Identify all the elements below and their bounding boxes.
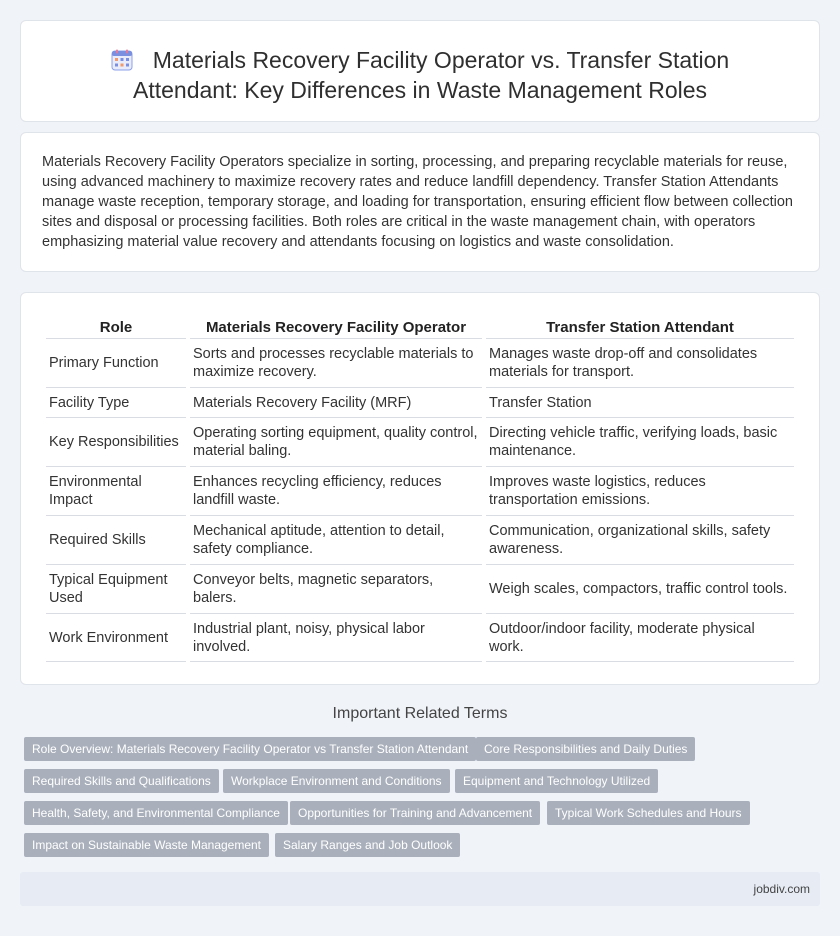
mrf-cell: Operating sorting equipment, quality control, material baling. (190, 418, 482, 467)
row-label: Required Skills (46, 516, 186, 565)
transfer-cell: Outdoor/indoor facility, moderate physical work. (486, 614, 794, 662)
related-term-chip[interactable]: Impact on Sustainable Waste Management (24, 833, 269, 857)
related-terms-heading: Important Related Terms (332, 705, 508, 722)
mrf-cell: Sorts and processes recyclable materials to maximize recovery. (190, 339, 482, 388)
related-term-chip[interactable]: Required Skills and Qualifications (24, 769, 219, 793)
row-label: Primary Function (46, 339, 186, 388)
row-label: Facility Type (46, 388, 186, 418)
table-row (46, 516, 794, 565)
table-row (46, 565, 794, 614)
intro-paragraph: Materials Recovery Facility Operators specialize in sorting, processing, and preparing recyclable materials for reuse, using advanced machinery to maximize recovery rates and reduce landfill dependency. Transfer Station Attendants manage waste reception, temporary storage, and loading for transportation, ensuring efficient flow between collection sites and disposal or processing facilities. Both roles are critical in the waste management chain, with operators emphasizing material value recovery and attendants focusing on logistics and waste consolidation. (42, 154, 793, 250)
comparison-table-card (20, 292, 820, 685)
table-row (46, 388, 794, 418)
mrf-cell: Industrial plant, noisy, physical labor involved. (190, 614, 482, 662)
related-term-chip[interactable]: Equipment and Technology Utilized (455, 769, 658, 793)
row-label: Typical Equipment Used (46, 565, 186, 614)
footer-site-link[interactable]: jobdiv.com (753, 882, 810, 896)
title-card (20, 20, 820, 122)
header-mrf-operator: Materials Recovery Facility Operator (190, 315, 482, 339)
table-row (46, 418, 794, 467)
transfer-cell: Weigh scales, compactors, traffic control tools. (486, 565, 794, 614)
related-term-chip[interactable]: Opportunities for Training and Advancement (290, 801, 540, 825)
calendar-grid-icon (111, 49, 133, 71)
transfer-cell: Directing vehicle traffic, verifying loads, basic maintenance. (486, 418, 794, 467)
intro-card (20, 132, 820, 272)
related-term-chip[interactable]: Health, Safety, and Environmental Compliance (24, 801, 288, 825)
comparison-table (42, 315, 798, 662)
transfer-cell: Improves waste logistics, reduces transportation emissions. (486, 467, 794, 516)
row-label: Environmental Impact (46, 467, 186, 516)
table-row (46, 467, 794, 516)
mrf-cell: Mechanical aptitude, attention to detail, safety compliance. (190, 516, 482, 565)
page-title-container (61, 45, 779, 105)
related-term-chip[interactable]: Role Overview: Materials Recovery Facility Operator vs Transfer Station Attendant (24, 737, 476, 761)
row-label: Key Responsibilities (46, 418, 186, 467)
mrf-cell: Materials Recovery Facility (MRF) (190, 388, 482, 418)
row-label: Work Environment (46, 614, 186, 662)
related-term-chip[interactable]: Core Responsibilities and Daily Duties (476, 737, 695, 761)
page-title: Materials Recovery Facility Operator vs. Transfer Station Attendant: Key Differences in Waste Management Roles (132, 47, 730, 103)
footer-bar (20, 872, 820, 906)
transfer-cell: Communication, organizational skills, safety awareness. (486, 516, 794, 565)
transfer-cell: Transfer Station (486, 388, 794, 418)
mrf-cell: Enhances recycling efficiency, reduces landfill waste. (190, 467, 482, 516)
related-term-chip[interactable]: Typical Work Schedules and Hours (547, 801, 750, 825)
related-term-chip[interactable]: Salary Ranges and Job Outlook (275, 833, 460, 857)
related-term-chip[interactable]: Workplace Environment and Conditions (223, 769, 450, 793)
transfer-cell: Manages waste drop-off and consolidates materials for transport. (486, 339, 794, 388)
mrf-cell: Conveyor belts, magnetic separators, balers. (190, 565, 482, 614)
table-row (46, 614, 794, 662)
table-header-row (46, 315, 794, 339)
table-row (46, 339, 794, 388)
header-transfer-attendant: Transfer Station Attendant (486, 315, 794, 339)
header-role: Role (46, 315, 186, 339)
